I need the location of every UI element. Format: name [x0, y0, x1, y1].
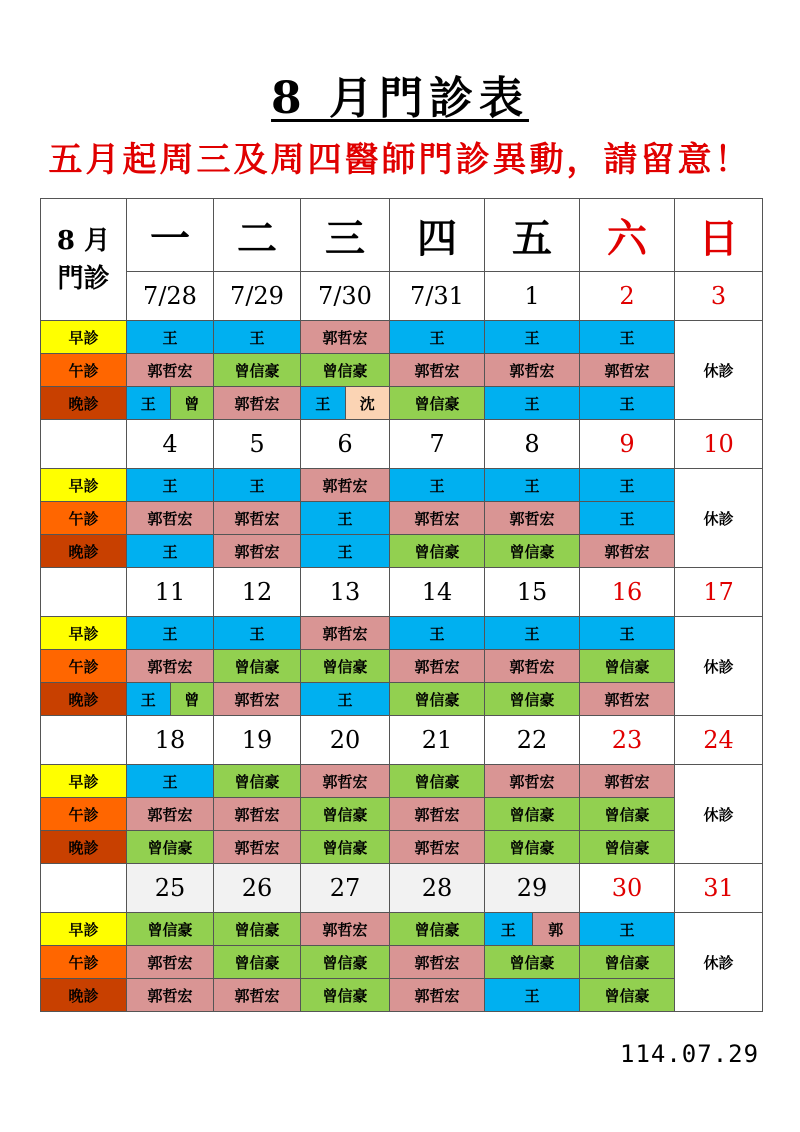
doctor-name: 王 [301, 535, 390, 568]
doctor-name: 王 [485, 913, 532, 945]
doctor-name: 曾信豪 [301, 979, 390, 1012]
split-doctor-cell [485, 913, 579, 945]
doctor-name: 郭哲宏 [214, 387, 301, 420]
doctor-name: 曾信豪 [485, 683, 580, 716]
afternoon-session-label: 午診 [41, 650, 127, 683]
afternoon-session-row [41, 946, 763, 979]
evening-session-row [41, 831, 763, 864]
date-cell: 15 [485, 568, 580, 617]
doctor-cell [127, 387, 214, 420]
month-corner-label: 8 月 門診 [41, 199, 127, 321]
doctor-name: 曾信豪 [390, 387, 485, 420]
doctor-name: 郭哲宏 [214, 798, 301, 831]
doctor-name: 郭哲宏 [390, 831, 485, 864]
doctor-name: 曾信豪 [214, 913, 301, 946]
morning-session-row [41, 469, 763, 502]
date-cell: 29 [485, 864, 580, 913]
morning-session-row [41, 913, 763, 946]
doctor-name: 王 [580, 617, 675, 650]
doctor-name: 曾信豪 [390, 535, 485, 568]
doctor-name: 郭哲宏 [390, 798, 485, 831]
doctor-name: 曾信豪 [390, 683, 485, 716]
date-cell: 22 [485, 716, 580, 765]
doctor-name: 王 [390, 321, 485, 354]
date-cell: 7/29 [214, 272, 301, 321]
morning-session-label: 早診 [41, 469, 127, 502]
weekday-tue: 二 [214, 199, 301, 272]
doctor-name: 王 [390, 469, 485, 502]
doctor-name: 曾信豪 [214, 650, 301, 683]
date-cell: 28 [390, 864, 485, 913]
date-row [41, 272, 763, 321]
doctor-name: 郭哲宏 [127, 650, 214, 683]
doctor-name: 曾信豪 [580, 979, 675, 1012]
doctor-name: 王 [214, 321, 301, 354]
date-cell: 26 [214, 864, 301, 913]
doctor-name: 郭哲宏 [580, 765, 675, 798]
doctor-name: 郭哲宏 [485, 354, 580, 387]
doctor-name: 王 [127, 321, 214, 354]
split-doctor-cell [301, 387, 389, 419]
date-cell: 8 [485, 420, 580, 469]
morning-session-label: 早診 [41, 321, 127, 354]
doctor-name: 王 [127, 469, 214, 502]
revision-date: 114.07.29 [620, 1040, 760, 1068]
doctor-name: 郭哲宏 [214, 831, 301, 864]
doctor-name: 曾信豪 [301, 946, 390, 979]
doctor-name: 曾信豪 [214, 765, 301, 798]
doctor-name: 郭哲宏 [127, 354, 214, 387]
sunday-date-cell: 24 [675, 716, 763, 765]
doctor-name: 郭哲宏 [214, 502, 301, 535]
doctor-name: 曾信豪 [485, 535, 580, 568]
weekday-wed: 三 [301, 199, 390, 272]
doctor-name: 王 [485, 469, 580, 502]
doctor-name: 王 [127, 387, 170, 419]
doctor-name: 曾信豪 [390, 765, 485, 798]
doctor-name: 郭哲宏 [580, 535, 675, 568]
doctor-name: 曾信豪 [127, 913, 214, 946]
doctor-name: 曾信豪 [301, 831, 390, 864]
doctor-name: 郭哲宏 [127, 798, 214, 831]
doctor-name: 沈 [345, 387, 390, 419]
date-cell: 7/31 [390, 272, 485, 321]
doctor-name: 郭哲宏 [301, 765, 390, 798]
doctor-name: 王 [390, 617, 485, 650]
date-cell: 2 [580, 272, 675, 321]
date-cell: 27 [301, 864, 390, 913]
afternoon-session-row [41, 502, 763, 535]
doctor-name: 郭哲宏 [127, 946, 214, 979]
weekday-sun: 日 [675, 199, 763, 272]
doctor-name: 曾信豪 [390, 913, 485, 946]
date-cell: 7/30 [301, 272, 390, 321]
afternoon-session-label: 午診 [41, 798, 127, 831]
doctor-name: 王 [580, 502, 675, 535]
date-cell: 18 [127, 716, 214, 765]
afternoon-session-row [41, 798, 763, 831]
doctor-name: 郭哲宏 [301, 617, 390, 650]
doctor-name: 曾 [170, 683, 214, 715]
doctor-name: 郭哲宏 [580, 683, 675, 716]
doctor-name: 曾信豪 [485, 946, 580, 979]
evening-session-label: 晚診 [41, 535, 127, 568]
date-cell: 7 [390, 420, 485, 469]
doctor-name: 郭哲宏 [580, 354, 675, 387]
doctor-name: 曾信豪 [580, 798, 675, 831]
doctor-cell [127, 683, 214, 716]
date-cell: 14 [390, 568, 485, 617]
doctor-name: 郭哲宏 [301, 469, 390, 502]
doctor-name: 王 [214, 617, 301, 650]
doctor-name: 曾信豪 [214, 354, 301, 387]
morning-session-row [41, 765, 763, 798]
doctor-name: 王 [214, 469, 301, 502]
doctor-name: 王 [127, 617, 214, 650]
doctor-name: 王 [301, 387, 345, 419]
weekday-sat: 六 [580, 199, 675, 272]
morning-session-label: 早診 [41, 617, 127, 650]
sunday-date-cell: 10 [675, 420, 763, 469]
doctor-name: 曾信豪 [301, 650, 390, 683]
doctor-name: 曾信豪 [301, 798, 390, 831]
date-cell: 7/28 [127, 272, 214, 321]
doctor-name: 王 [580, 387, 675, 420]
doctor-name: 郭哲宏 [214, 535, 301, 568]
doctor-name: 王 [485, 979, 580, 1012]
doctor-name: 王 [485, 321, 580, 354]
date-cell: 19 [214, 716, 301, 765]
evening-session-row [41, 387, 763, 420]
doctor-name: 郭哲宏 [127, 502, 214, 535]
blank-cell [41, 420, 127, 469]
doctor-name: 曾信豪 [127, 831, 214, 864]
blank-cell [41, 568, 127, 617]
doctor-name: 郭哲宏 [301, 913, 390, 946]
date-cell: 5 [214, 420, 301, 469]
afternoon-session-label: 午診 [41, 354, 127, 387]
morning-session-row [41, 321, 763, 354]
doctor-name: 曾信豪 [301, 354, 390, 387]
blank-cell [41, 716, 127, 765]
doctor-name: 曾信豪 [485, 831, 580, 864]
doctor-name: 郭哲宏 [390, 650, 485, 683]
date-cell: 12 [214, 568, 301, 617]
doctor-name: 王 [580, 469, 675, 502]
doctor-name: 郭哲宏 [301, 321, 390, 354]
split-doctor-cell [127, 683, 213, 715]
weekday-fri: 五 [485, 199, 580, 272]
doctor-name: 郭哲宏 [127, 979, 214, 1012]
weekday-header-row [41, 199, 763, 272]
doctor-name: 王 [127, 683, 170, 715]
doctor-name: 王 [580, 913, 675, 946]
date-row [41, 420, 763, 469]
evening-session-row [41, 979, 763, 1012]
morning-session-row [41, 617, 763, 650]
morning-session-label: 早診 [41, 765, 127, 798]
evening-session-row [41, 683, 763, 716]
doctor-name: 王 [301, 502, 390, 535]
page-title: 8 月門診表 [271, 73, 529, 124]
date-cell: 4 [127, 420, 214, 469]
sunday-closed-cell: 休診 [675, 765, 763, 864]
date-row [41, 864, 763, 913]
date-cell: 25 [127, 864, 214, 913]
date-cell: 16 [580, 568, 675, 617]
afternoon-session-row [41, 650, 763, 683]
morning-session-label: 早診 [41, 913, 127, 946]
doctor-name: 曾信豪 [580, 650, 675, 683]
sunday-closed-cell: 休診 [675, 321, 763, 420]
blank-cell [41, 864, 127, 913]
sunday-closed-cell: 休診 [675, 913, 763, 1012]
sunday-date-cell: 3 [675, 272, 763, 321]
weekday-mon: 一 [127, 199, 214, 272]
change-notice: 五月起周三及周四醫師門診異動，請留意！ [48, 140, 752, 180]
evening-session-row [41, 535, 763, 568]
doctor-name: 郭哲宏 [214, 683, 301, 716]
evening-session-label: 晚診 [41, 387, 127, 420]
date-cell: 23 [580, 716, 675, 765]
afternoon-session-label: 午診 [41, 502, 127, 535]
doctor-name: 郭哲宏 [390, 946, 485, 979]
doctor-name: 郭哲宏 [485, 650, 580, 683]
doctor-name: 王 [127, 765, 214, 798]
date-row [41, 568, 763, 617]
date-cell: 30 [580, 864, 675, 913]
date-row [41, 716, 763, 765]
date-cell: 9 [580, 420, 675, 469]
afternoon-session-label: 午診 [41, 946, 127, 979]
afternoon-session-row [41, 354, 763, 387]
doctor-name: 郭哲宏 [390, 979, 485, 1012]
sunday-closed-cell: 休診 [675, 617, 763, 716]
evening-session-label: 晚診 [41, 683, 127, 716]
sunday-date-cell: 31 [675, 864, 763, 913]
doctor-name: 王 [580, 321, 675, 354]
sunday-closed-cell: 休診 [675, 469, 763, 568]
doctor-name: 曾信豪 [580, 946, 675, 979]
clinic-schedule-table [40, 198, 763, 1012]
doctor-name: 王 [127, 535, 214, 568]
doctor-name: 王 [485, 617, 580, 650]
doctor-name: 王 [485, 387, 580, 420]
doctor-name: 郭哲宏 [214, 979, 301, 1012]
doctor-name: 郭哲宏 [390, 354, 485, 387]
date-cell: 21 [390, 716, 485, 765]
weekday-thu: 四 [390, 199, 485, 272]
doctor-name: 曾 [170, 387, 214, 419]
doctor-name: 郭 [532, 913, 580, 945]
date-cell: 13 [301, 568, 390, 617]
doctor-name: 郭哲宏 [485, 502, 580, 535]
evening-session-label: 晚診 [41, 979, 127, 1012]
doctor-name: 曾信豪 [485, 798, 580, 831]
doctor-cell [485, 913, 580, 946]
date-cell: 1 [485, 272, 580, 321]
sunday-date-cell: 17 [675, 568, 763, 617]
doctor-cell [301, 387, 390, 420]
split-doctor-cell [127, 387, 213, 419]
doctor-name: 郭哲宏 [390, 502, 485, 535]
doctor-name: 郭哲宏 [485, 765, 580, 798]
date-cell: 20 [301, 716, 390, 765]
doctor-name: 曾信豪 [214, 946, 301, 979]
evening-session-label: 晚診 [41, 831, 127, 864]
date-cell: 6 [301, 420, 390, 469]
doctor-name: 王 [301, 683, 390, 716]
date-cell: 11 [127, 568, 214, 617]
doctor-name: 曾信豪 [580, 831, 675, 864]
